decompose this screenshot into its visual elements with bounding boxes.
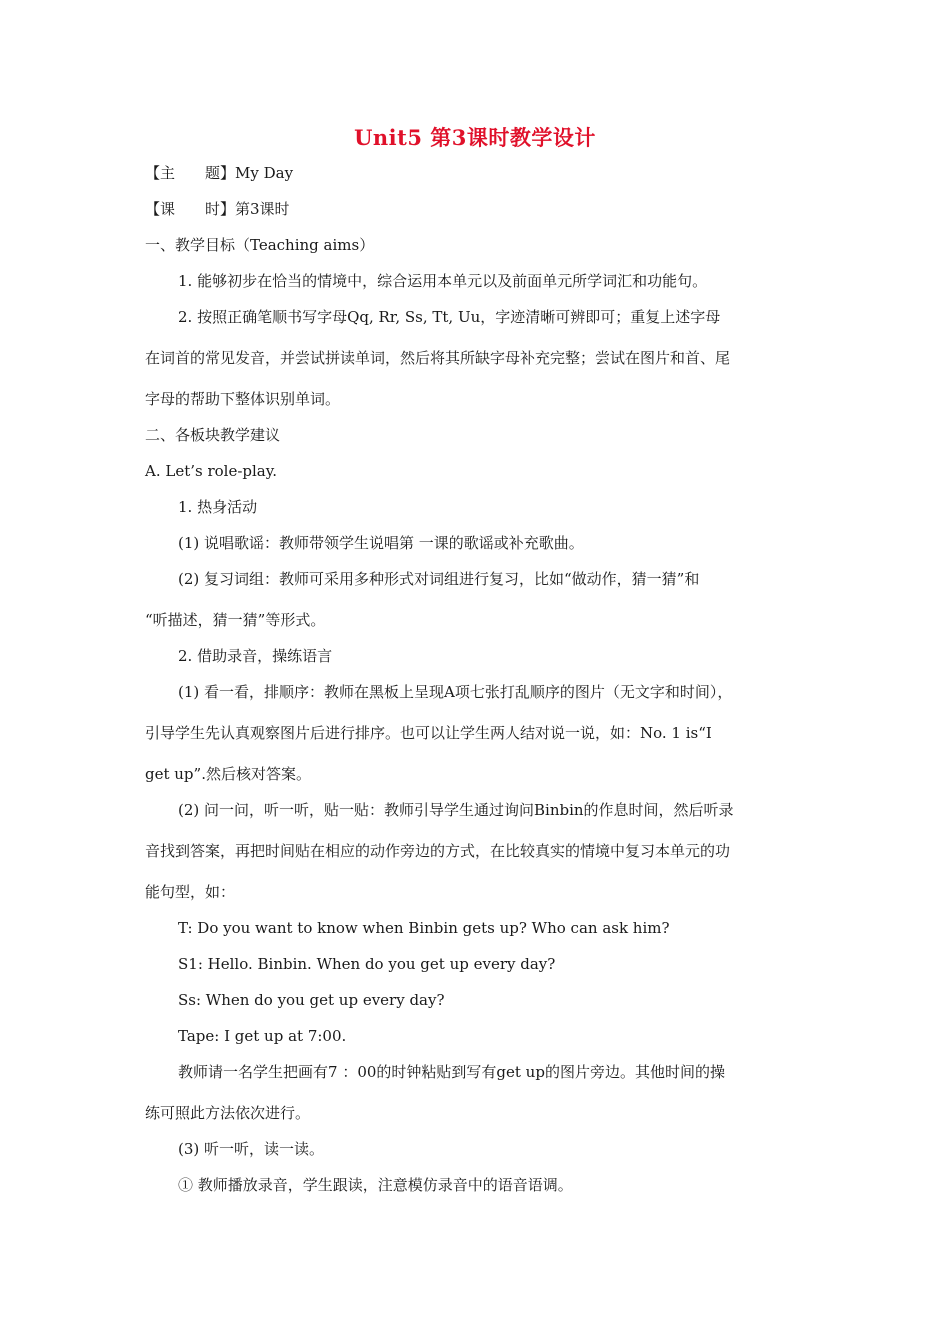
paragraph-line: (3) 听一听，读一读。 [178, 1140, 325, 1158]
page-title: Unit5 第3课时教学设计 [354, 125, 596, 150]
dialogue-line: T: Do you want to know when Binbin gets up? Who can ask him? [178, 919, 670, 937]
paragraph-line: 1. 热身活动 [178, 498, 258, 516]
paragraph-line: ① 教师播放录音，学生跟读，注意模仿录音中的语音语调。 [178, 1176, 573, 1194]
subsection-heading: A. Let’s role-play. [145, 462, 278, 480]
paragraph-line: 练可照此方法依次进行。 [145, 1104, 311, 1122]
paragraph-line: (1) 说唱歌谣：教师带领学生说唱第 一课的歌谣或补充歌曲。 [178, 534, 584, 552]
paragraph-line: 教师请一名学生把画有7 ：00的时钟粘贴到写有get up的图片旁边。其他时间的操 [178, 1063, 725, 1081]
paragraph-line: (2) 复习词组：教师可采用多种形式对词组进行复习，比如“做动作，猜一猜”和 [178, 570, 700, 588]
paragraph-line: 1. 能够初步在恰当的情境中，综合运用本单元以及前面单元所学词汇和功能句。 [178, 272, 708, 290]
dialogue-line: S1: Hello. Binbin. When do you get up every day? [178, 955, 556, 973]
paragraph-line: 字母的帮助下整体识别单词。 [145, 390, 341, 408]
paragraph-line: 引导学生先认真观察图片后进行排序。也可以让学生两人结对说一说，如：No. 1 is“I [145, 724, 712, 742]
dialogue-line: Tape: I get up at 7:00. [178, 1027, 347, 1045]
dialogue-line: Ss: When do you get up every day? [178, 991, 445, 1009]
paragraph-line: 在词首的常见发音，并尝试拼读单词，然后将其所缺字母补充完整；尝试在图片和首、尾 [145, 349, 731, 367]
paragraph-line: 能句型，如： [145, 883, 236, 901]
topic-line: 【主 题】My Day [145, 164, 294, 182]
paragraph-line: get up”.然后核对答案。 [145, 765, 311, 783]
period-line: 【课 时】第3课时 [145, 200, 290, 218]
paragraph-line: “听描述，猜一猜”等形式。 [145, 611, 326, 629]
paragraph-line: 2. 借助录音，操练语言 [178, 647, 333, 665]
paragraph-line: (1) 看一看，排顺序：教师在黑板上呈现A项七张打乱顺序的图片（无文字和时间）， [178, 683, 733, 701]
paragraph-line: (2) 问一问，听一听，贴一贴：教师引导学生通过询问Binbin的作息时间，然后听录 [178, 801, 734, 819]
paragraph-line: 2. 按照正确笔顺书写字母Qq, Rr, Ss, Tt, Uu，字迹清晰可辨即可；重复上述字母 [178, 308, 721, 326]
paragraph-line: 音找到答案，再把时间贴在相应的动作旁边的方式，在比较真实的情境中复习本单元的功 [145, 842, 731, 860]
section-heading-aims: 一、教学目标（Teaching aims） [145, 236, 375, 254]
section-heading-suggestions: 二、各板块教学建议 [145, 426, 281, 444]
